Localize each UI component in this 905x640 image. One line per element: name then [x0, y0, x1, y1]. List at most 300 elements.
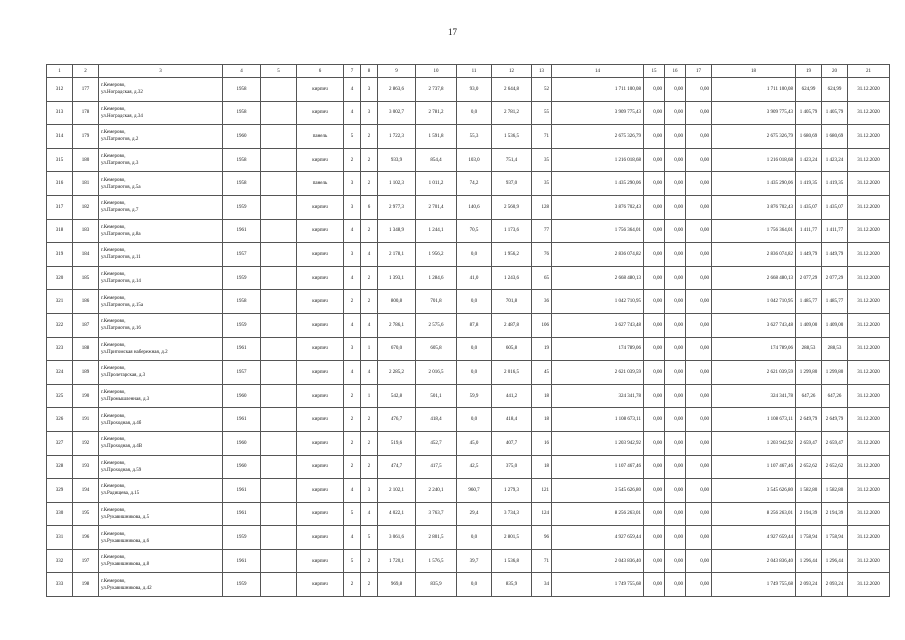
entrances-cell: 2 — [361, 455, 378, 479]
area-cell: 1 011,2 — [416, 172, 457, 196]
address-street: ул.Рукавишникова, д.6 — [101, 538, 150, 544]
nonresidential-area-cell: 55,3 — [457, 125, 492, 149]
column-5-cell — [261, 78, 297, 102]
wall-material-cell: кирпич — [297, 337, 344, 361]
unit-cost-limit-cell: 1 485,77 — [822, 290, 848, 314]
address-city: г.Кемерово, — [101, 390, 126, 396]
address-street: ул.Патриотов, д.15а — [101, 302, 144, 308]
cost-cell: 0,00 — [686, 195, 712, 219]
cost-cell: 0,00 — [644, 101, 665, 125]
cost-total-cell: 2 668 480,13 — [712, 266, 796, 290]
nonresidential-area-cell: 41,0 — [457, 266, 492, 290]
address-cell — [99, 408, 223, 432]
column-number-5: 5 — [261, 65, 297, 78]
cost-cell: 0,00 — [644, 573, 665, 597]
column-number-8: 8 — [361, 65, 378, 78]
wall-material-cell: кирпич — [297, 549, 344, 573]
row-number-cell: 312 — [47, 78, 73, 102]
table-row — [47, 526, 890, 550]
cost-cell: 0,00 — [665, 172, 686, 196]
residential-area-cell: 441,2 — [492, 384, 532, 408]
cost-cell: 0,00 — [686, 148, 712, 172]
column-5-cell — [261, 290, 297, 314]
deadline-cell: 31.12.2020 — [848, 172, 890, 196]
house-number-cell: 192 — [73, 431, 99, 455]
column-5-cell — [261, 243, 297, 267]
nonresidential-area-cell: 0,0 — [457, 290, 492, 314]
cost-cell: 0,00 — [686, 526, 712, 550]
row-number-cell: 326 — [47, 408, 73, 432]
deadline-cell: 31.12.2020 — [848, 313, 890, 337]
year-cell: 1957 — [223, 361, 261, 385]
nonresidential-area-cell: 42,5 — [457, 455, 492, 479]
address-cell — [99, 243, 223, 267]
cost-cell: 8 256 263,01 — [552, 502, 644, 526]
unit-cost-cell: 1 411,77 — [796, 219, 822, 243]
row-number-cell: 333 — [47, 573, 73, 597]
address-street: ул.Рукавишникова, д.5 — [101, 514, 150, 520]
column-number-7: 7 — [344, 65, 361, 78]
unit-cost-limit-cell: 624,99 — [822, 78, 848, 102]
year-cell: 1957 — [223, 243, 261, 267]
floors-cell: 3 — [344, 337, 361, 361]
unit-cost-cell: 1 296,44 — [796, 549, 822, 573]
unit-cost-limit-cell: 1 405,79 — [822, 101, 848, 125]
row-number-cell: 317 — [47, 195, 73, 219]
cost-cell: 0,00 — [644, 337, 665, 361]
table-row — [47, 243, 890, 267]
cost-cell: 3 909 775,43 — [552, 101, 644, 125]
address-cell — [99, 573, 223, 597]
total-area-cell: 1 102,3 — [378, 172, 416, 196]
cost-cell: 0,00 — [665, 361, 686, 385]
area-cell: 2 801,5 — [416, 526, 457, 550]
column-number-3: 3 — [99, 65, 223, 78]
page-number: 17 — [448, 27, 457, 37]
total-area-cell: 1 720,1 — [378, 549, 416, 573]
row-number-cell: 313 — [47, 101, 73, 125]
house-number-cell: 198 — [73, 573, 99, 597]
unit-cost-limit-cell: 1 296,44 — [822, 549, 848, 573]
residents-cell: 96 — [532, 526, 552, 550]
cost-cell: 2 836 074,82 — [552, 243, 644, 267]
entrances-cell: 2 — [361, 573, 378, 597]
column-5-cell — [261, 125, 297, 149]
cost-cell: 0,00 — [644, 313, 665, 337]
column-number-21: 21 — [848, 65, 890, 78]
table-row — [47, 266, 890, 290]
table-row — [47, 219, 890, 243]
nonresidential-area-cell: 0,0 — [457, 526, 492, 550]
residents-cell: 18 — [532, 384, 552, 408]
row-number-cell: 324 — [47, 361, 73, 385]
wall-material-cell: кирпич — [297, 408, 344, 432]
address-cell — [99, 125, 223, 149]
total-area-cell: 800,8 — [378, 290, 416, 314]
cost-cell: 0,00 — [644, 243, 665, 267]
deadline-cell: 31.12.2020 — [848, 431, 890, 455]
entrances-cell: 5 — [361, 526, 378, 550]
wall-material-cell: кирпич — [297, 502, 344, 526]
unit-cost-limit-cell: 1 423,24 — [822, 148, 848, 172]
wall-material-cell: кирпич — [297, 78, 344, 102]
entrances-cell: 2 — [361, 266, 378, 290]
house-number-cell: 185 — [73, 266, 99, 290]
unit-cost-cell: 1 409,00 — [796, 313, 822, 337]
column-5-cell — [261, 549, 297, 573]
residents-cell: 71 — [532, 125, 552, 149]
cost-cell: 0,00 — [644, 219, 665, 243]
table-header — [47, 65, 890, 78]
address-city: г.Кемерово, — [101, 224, 126, 230]
cost-cell: 1 107 467,46 — [552, 455, 644, 479]
cost-cell: 0,00 — [665, 313, 686, 337]
address-street: ул.Патриотов, д.16 — [101, 326, 141, 332]
unit-cost-cell: 2 659,47 — [796, 431, 822, 455]
area-cell: 1 956,2 — [416, 243, 457, 267]
cost-total-cell: 1 711 100,08 — [712, 78, 796, 102]
cost-total-cell: 2 621 039,59 — [712, 361, 796, 385]
cost-cell: 0,00 — [665, 573, 686, 597]
column-number-2: 2 — [73, 65, 99, 78]
cost-cell: 0,00 — [665, 479, 686, 503]
deadline-cell: 31.12.2020 — [848, 573, 890, 597]
cost-cell: 0,00 — [686, 384, 712, 408]
nonresidential-area-cell: 29,4 — [457, 502, 492, 526]
unit-cost-limit-cell: 2 093,24 — [822, 573, 848, 597]
unit-cost-cell: 2 077,29 — [796, 266, 822, 290]
deadline-cell: 31.12.2020 — [848, 384, 890, 408]
residential-area-cell: 937,0 — [492, 172, 532, 196]
address-city: г.Кемерово, — [101, 578, 126, 584]
cost-cell: 0,00 — [686, 479, 712, 503]
cost-cell: 0,00 — [665, 266, 686, 290]
unit-cost-limit-cell: 2 652,62 — [822, 455, 848, 479]
residential-area-cell: 751,4 — [492, 148, 532, 172]
area-cell: 2 701,4 — [416, 195, 457, 219]
address-city: г.Кемерово, — [101, 366, 126, 372]
area-cell: 1 244,1 — [416, 219, 457, 243]
residential-area-cell: 1 956,2 — [492, 243, 532, 267]
address-city: г.Кемерово, — [101, 177, 126, 183]
house-number-cell: 187 — [73, 313, 99, 337]
cost-cell: 3 627 743,48 — [552, 313, 644, 337]
cost-cell: 324 341,78 — [552, 384, 644, 408]
cost-total-cell: 324 341,78 — [712, 384, 796, 408]
cost-cell: 0,00 — [686, 455, 712, 479]
unit-cost-limit-cell: 1 449,79 — [822, 243, 848, 267]
area-cell: 452,7 — [416, 431, 457, 455]
residents-cell: 45 — [532, 361, 552, 385]
floors-cell: 2 — [344, 573, 361, 597]
area-cell: 835,9 — [416, 573, 457, 597]
total-area-cell: 2 178,1 — [378, 243, 416, 267]
year-cell: 1961 — [223, 408, 261, 432]
deadline-cell: 31.12.2020 — [848, 549, 890, 573]
unit-cost-cell: 1 435,07 — [796, 195, 822, 219]
address-city: г.Кемерово, — [101, 413, 126, 419]
row-number-cell: 331 — [47, 526, 73, 550]
unit-cost-limit-cell: 1 409,00 — [822, 313, 848, 337]
entrances-cell: 3 — [361, 78, 378, 102]
column-5-cell — [261, 502, 297, 526]
column-5-cell — [261, 337, 297, 361]
total-area-cell: 2 786,1 — [378, 313, 416, 337]
column-number-14: 14 — [552, 65, 644, 78]
wall-material-cell: кирпич — [297, 266, 344, 290]
column-5-cell — [261, 148, 297, 172]
column-5-cell — [261, 384, 297, 408]
row-number-cell: 327 — [47, 431, 73, 455]
column-number-17: 17 — [686, 65, 712, 78]
wall-material-cell: кирпич — [297, 384, 344, 408]
address-city: г.Кемерово, — [101, 248, 126, 254]
deadline-cell: 31.12.2020 — [848, 337, 890, 361]
row-number-cell: 322 — [47, 313, 73, 337]
floors-cell: 5 — [344, 549, 361, 573]
cost-cell: 0,00 — [665, 243, 686, 267]
residential-area-cell: 1 536,8 — [492, 549, 532, 573]
address-city: г.Кемерово, — [101, 272, 126, 278]
year-cell: 1958 — [223, 101, 261, 125]
year-cell: 1958 — [223, 148, 261, 172]
row-number-cell: 323 — [47, 337, 73, 361]
address-city: г.Кемерово, — [101, 460, 126, 466]
address-cell — [99, 101, 223, 125]
unit-cost-cell: 1 449,79 — [796, 243, 822, 267]
address-cell — [99, 172, 223, 196]
nonresidential-area-cell: 0,0 — [457, 573, 492, 597]
unit-cost-limit-cell: 1 435,07 — [822, 195, 848, 219]
row-number-cell: 318 — [47, 219, 73, 243]
cost-cell: 0,00 — [644, 549, 665, 573]
unit-cost-cell: 1 758,94 — [796, 526, 822, 550]
residential-area-cell: 3 734,3 — [492, 502, 532, 526]
row-number-cell: 316 — [47, 172, 73, 196]
residential-area-cell: 375,0 — [492, 455, 532, 479]
unit-cost-limit-cell: 2 649,79 — [822, 408, 848, 432]
floors-cell: 3 — [344, 243, 361, 267]
column-5-cell — [261, 266, 297, 290]
year-cell: 1961 — [223, 479, 261, 503]
year-cell: 1959 — [223, 313, 261, 337]
address-city: г.Кемерово, — [101, 484, 126, 490]
total-area-cell: 542,8 — [378, 384, 416, 408]
entrances-cell: 2 — [361, 408, 378, 432]
year-cell: 1961 — [223, 549, 261, 573]
residential-area-cell: 407,7 — [492, 431, 532, 455]
residential-area-cell: 2 644,8 — [492, 78, 532, 102]
residential-area-cell: 1 243,6 — [492, 266, 532, 290]
address-street: ул.Ноградская, д.34 — [101, 113, 143, 119]
address-street: ул.Патриотов, д.7 — [101, 208, 139, 214]
column-number-11: 11 — [457, 65, 492, 78]
cost-cell: 0,00 — [686, 361, 712, 385]
unit-cost-limit-cell: 2 659,47 — [822, 431, 848, 455]
address-street: ул.Патриотов, д.3 — [101, 161, 139, 167]
house-number-cell: 193 — [73, 455, 99, 479]
cost-cell: 0,00 — [644, 78, 665, 102]
table-row — [47, 78, 890, 102]
cost-cell: 0,00 — [686, 549, 712, 573]
cost-cell: 0,00 — [665, 549, 686, 573]
floors-cell: 2 — [344, 290, 361, 314]
cost-cell: 2 043 836,40 — [552, 549, 644, 573]
column-5-cell — [261, 219, 297, 243]
residents-cell: 106 — [532, 313, 552, 337]
area-cell: 1 591,8 — [416, 125, 457, 149]
address-city: г.Кемерово, — [101, 83, 126, 89]
cost-cell: 0,00 — [665, 384, 686, 408]
house-number-cell: 178 — [73, 101, 99, 125]
cost-cell: 0,00 — [665, 526, 686, 550]
floors-cell: 2 — [344, 148, 361, 172]
residents-cell: 128 — [532, 195, 552, 219]
address-city: г.Кемерово, — [101, 319, 126, 325]
house-number-cell: 181 — [73, 172, 99, 196]
wall-material-cell: кирпич — [297, 526, 344, 550]
address-street: ул.Ноградская, д.32 — [101, 90, 143, 96]
cost-cell: 0,00 — [644, 502, 665, 526]
wall-material-cell: панель — [297, 125, 344, 149]
nonresidential-area-cell: 103,0 — [457, 148, 492, 172]
address-cell — [99, 384, 223, 408]
cost-cell: 0,00 — [644, 290, 665, 314]
total-area-cell: 2 977,3 — [378, 195, 416, 219]
cost-cell: 4 927 659,44 — [552, 526, 644, 550]
address-street: ул.Пролетарская, д.3 — [101, 373, 146, 379]
cost-cell: 1 435 290,06 — [552, 172, 644, 196]
cost-cell: 3 876 702,43 — [552, 195, 644, 219]
year-cell: 1959 — [223, 266, 261, 290]
entrances-cell: 4 — [361, 243, 378, 267]
floors-cell: 2 — [344, 408, 361, 432]
wall-material-cell: панель — [297, 172, 344, 196]
area-cell: 2 240,1 — [416, 479, 457, 503]
unit-cost-limit-cell: 1 411,77 — [822, 219, 848, 243]
column-number-19: 19 — [796, 65, 822, 78]
deadline-cell: 31.12.2020 — [848, 290, 890, 314]
unit-cost-cell: 2 649,79 — [796, 408, 822, 432]
cost-cell: 0,00 — [644, 266, 665, 290]
total-area-cell: 1 348,9 — [378, 219, 416, 243]
deadline-cell: 31.12.2020 — [848, 101, 890, 125]
address-cell — [99, 502, 223, 526]
table-body — [47, 78, 890, 597]
address-street: ул.Проходная, д.4В — [101, 444, 143, 450]
table-row — [47, 101, 890, 125]
total-area-cell: 4 022,1 — [378, 502, 416, 526]
wall-material-cell: кирпич — [297, 573, 344, 597]
address-cell — [99, 313, 223, 337]
residents-cell: 36 — [532, 290, 552, 314]
cost-total-cell: 1 435 290,06 — [712, 172, 796, 196]
row-number-cell: 319 — [47, 243, 73, 267]
column-number-1: 1 — [47, 65, 73, 78]
unit-cost-cell: 624,99 — [796, 78, 822, 102]
entrances-cell: 4 — [361, 361, 378, 385]
cost-cell: 0,00 — [686, 125, 712, 149]
cost-total-cell: 1 216 018,68 — [712, 148, 796, 172]
address-cell — [99, 290, 223, 314]
table-row — [47, 195, 890, 219]
year-cell: 1961 — [223, 502, 261, 526]
unit-cost-limit-cell: 2 077,29 — [822, 266, 848, 290]
unit-cost-cell: 1 405,79 — [796, 101, 822, 125]
cost-total-cell: 3 545 626,80 — [712, 479, 796, 503]
address-cell — [99, 148, 223, 172]
wall-material-cell: кирпич — [297, 290, 344, 314]
column-5-cell — [261, 573, 297, 597]
cost-cell: 0,00 — [665, 148, 686, 172]
unit-cost-limit-cell: 1 758,94 — [822, 526, 848, 550]
cost-cell: 0,00 — [686, 408, 712, 432]
address-cell — [99, 361, 223, 385]
area-cell: 2 737,8 — [416, 78, 457, 102]
cost-total-cell: 3 909 775,43 — [712, 101, 796, 125]
row-number-cell: 328 — [47, 455, 73, 479]
unit-cost-cell: 1 299,80 — [796, 361, 822, 385]
cost-cell: 0,00 — [686, 502, 712, 526]
cost-cell: 2 621 039,59 — [552, 361, 644, 385]
column-5-cell — [261, 195, 297, 219]
cost-total-cell: 2 675 326,79 — [712, 125, 796, 149]
row-number-cell: 315 — [47, 148, 73, 172]
nonresidential-area-cell: 0,0 — [457, 243, 492, 267]
cost-cell: 1 203 942,92 — [552, 431, 644, 455]
residents-cell: 35 — [532, 172, 552, 196]
wall-material-cell: кирпич — [297, 101, 344, 125]
cost-cell: 0,00 — [644, 526, 665, 550]
column-number-10: 10 — [416, 65, 457, 78]
address-cell — [99, 526, 223, 550]
residential-area-cell: 835,9 — [492, 573, 532, 597]
deadline-cell: 31.12.2020 — [848, 219, 890, 243]
unit-cost-cell: 2 194,39 — [796, 502, 822, 526]
unit-cost-limit-cell: 1 299,80 — [822, 361, 848, 385]
year-cell: 1960 — [223, 431, 261, 455]
deadline-cell: 31.12.2020 — [848, 195, 890, 219]
floors-cell: 2 — [344, 384, 361, 408]
cost-cell: 0,00 — [665, 455, 686, 479]
deadline-cell: 31.12.2020 — [848, 78, 890, 102]
area-cell: 2 575,6 — [416, 313, 457, 337]
wall-material-cell: кирпич — [297, 148, 344, 172]
entrances-cell: 6 — [361, 195, 378, 219]
address-city: г.Кемерово, — [101, 130, 126, 136]
residential-area-cell: 701,8 — [492, 290, 532, 314]
floors-cell: 4 — [344, 101, 361, 125]
residents-cell: 19 — [532, 337, 552, 361]
cost-total-cell: 1 756 364,01 — [712, 219, 796, 243]
column-number-row — [47, 65, 890, 78]
floors-cell: 2 — [344, 431, 361, 455]
row-number-cell: 320 — [47, 266, 73, 290]
residents-cell: 18 — [532, 455, 552, 479]
entrances-cell: 1 — [361, 384, 378, 408]
residents-cell: 55 — [532, 101, 552, 125]
column-5-cell — [261, 101, 297, 125]
address-city: г.Кемерово, — [101, 106, 126, 112]
cost-total-cell: 8 256 263,01 — [712, 502, 796, 526]
address-cell — [99, 266, 223, 290]
address-city: г.Кемерово, — [101, 201, 126, 207]
cost-cell: 0,00 — [686, 219, 712, 243]
row-number-cell: 332 — [47, 549, 73, 573]
cost-cell: 0,00 — [665, 125, 686, 149]
deadline-cell: 31.12.2020 — [848, 243, 890, 267]
table-row — [47, 290, 890, 314]
